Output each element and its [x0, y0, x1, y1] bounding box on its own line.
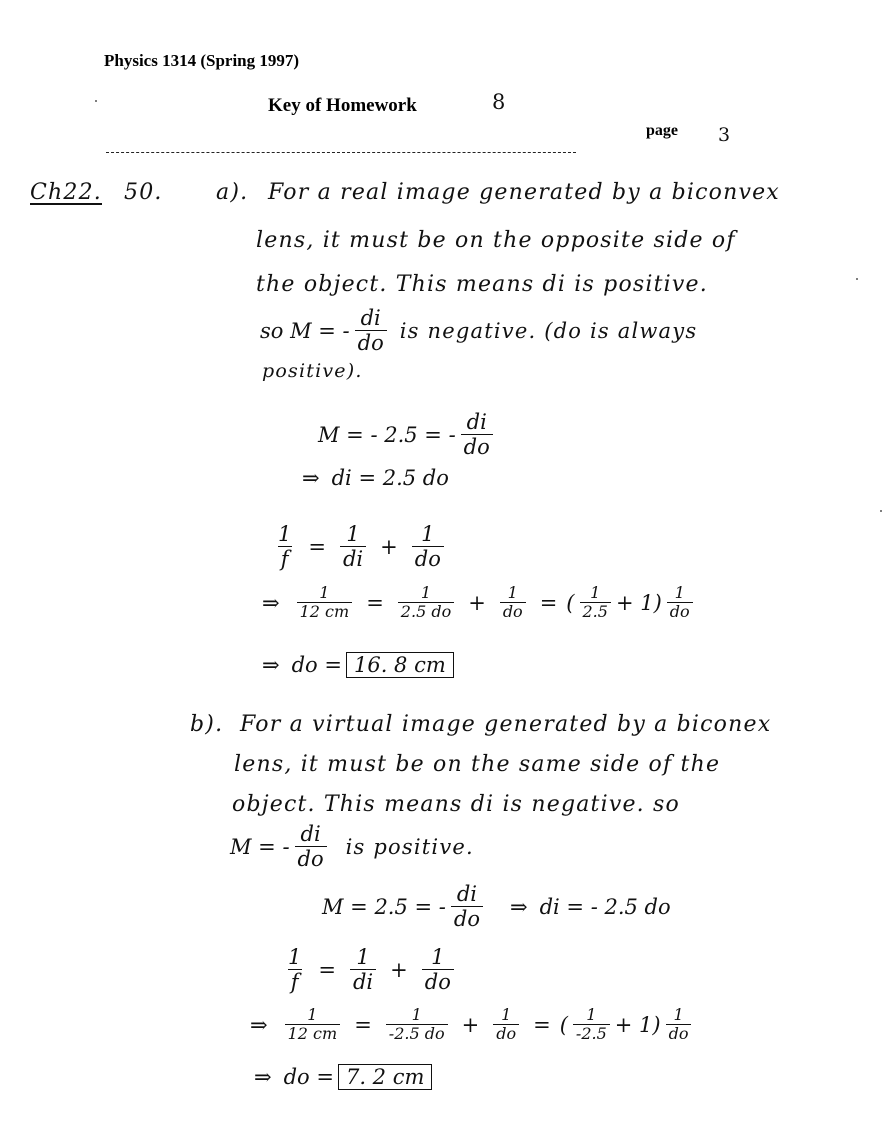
- fraction: [667, 584, 693, 622]
- fraction: [666, 1006, 692, 1044]
- fraction: [573, 1006, 610, 1044]
- plus-sign: +: [380, 534, 398, 559]
- fraction: [285, 1006, 341, 1044]
- denominator: do: [666, 1024, 692, 1043]
- fraction: [461, 410, 493, 459]
- part-b-magnification-statement: [230, 822, 474, 871]
- denominator: -2.5: [573, 1024, 610, 1043]
- numerator: 1: [307, 1005, 318, 1024]
- fraction: [386, 1006, 448, 1044]
- equation-lhs: M = 2.5 = -: [322, 894, 446, 919]
- part-b-equation-3: [250, 1006, 696, 1044]
- part-a-equation-1: [318, 410, 498, 459]
- answer-box: 7. 2 cm: [338, 1064, 432, 1090]
- numerator: 1: [674, 583, 685, 602]
- equals-sign: =: [533, 1012, 551, 1037]
- numerator: 1: [421, 522, 435, 546]
- open-paren: (: [559, 1012, 568, 1037]
- plus-sign: +: [461, 1012, 480, 1037]
- implies-icon: ⇒: [262, 590, 280, 615]
- denominator: do: [451, 906, 483, 931]
- homework-number: 8: [492, 90, 506, 114]
- fraction: [500, 584, 526, 622]
- plus-sign: +: [390, 957, 408, 982]
- fraction: [340, 522, 366, 571]
- denominator: 12 cm: [285, 1024, 341, 1043]
- plus-one-close: + 1): [614, 1012, 661, 1037]
- denominator: do: [422, 969, 454, 994]
- scan-speck: [856, 278, 858, 280]
- denominator: do: [500, 602, 526, 621]
- numerator: di: [456, 882, 478, 906]
- header-rule: [106, 152, 576, 153]
- part-b-lens-equation: [280, 945, 459, 994]
- denominator: do: [355, 330, 387, 355]
- chapter-label: Ch22.: [30, 180, 102, 205]
- fraction: [493, 1006, 519, 1044]
- implies-icon: ⇒: [262, 653, 280, 677]
- homework-key-title: Key of Homework: [268, 95, 417, 116]
- numerator: 1: [507, 583, 518, 602]
- course-title: Physics 1314 (Spring 1997): [104, 51, 300, 70]
- denominator: do: [461, 434, 493, 459]
- denominator: -2.5 do: [386, 1024, 448, 1043]
- fraction: [412, 522, 444, 571]
- part-b-label: b).: [190, 712, 224, 737]
- denominator: do: [493, 1024, 519, 1043]
- denominator: f: [288, 969, 302, 994]
- numerator: di: [466, 410, 487, 434]
- numerator: 1: [420, 583, 432, 602]
- part-b-text-line: lens, it must be on the same side of the: [234, 752, 721, 777]
- part-a-magnification-statement: [260, 306, 697, 355]
- denominator: f: [278, 546, 292, 571]
- fraction: [451, 882, 483, 931]
- numerator: 1: [356, 945, 370, 969]
- denominator: 12 cm: [297, 602, 353, 621]
- part-b-text-line: is positive.: [345, 834, 474, 859]
- scan-speck: [95, 100, 97, 102]
- part-b-equation-1: [322, 882, 671, 931]
- equals-sign: =: [539, 590, 558, 615]
- denominator: do: [667, 602, 693, 621]
- numerator: di: [300, 822, 321, 846]
- scan-speck: [880, 510, 882, 512]
- equals-sign: =: [366, 590, 384, 615]
- part-a-label: a).: [216, 180, 249, 205]
- fraction: [398, 584, 454, 622]
- page-label: page: [646, 122, 678, 139]
- part-b-answer: [254, 1064, 432, 1090]
- answer-lhs: do =: [291, 653, 342, 677]
- part-a-text-line: lens, it must be on the opposite side of: [256, 228, 736, 253]
- numerator: 1: [288, 945, 302, 969]
- numerator: 1: [590, 583, 601, 602]
- fraction: [580, 584, 611, 622]
- open-paren: (: [566, 590, 575, 615]
- numerator: 1: [346, 522, 360, 546]
- denominator: di: [340, 546, 366, 571]
- equation-text: di = 2.5 do: [331, 466, 449, 490]
- equals-sign: =: [308, 534, 326, 559]
- part-a-answer: [262, 652, 454, 678]
- m-lhs: M = -: [230, 834, 290, 859]
- numerator: 1: [501, 1005, 512, 1024]
- numerator: 1: [411, 1005, 422, 1024]
- fraction: [350, 945, 376, 994]
- numerator: di: [360, 306, 381, 330]
- implies-icon: ⇒: [509, 894, 528, 919]
- denominator: 2.5 do: [398, 602, 454, 621]
- numerator: 1: [319, 583, 330, 602]
- denominator: do: [412, 546, 444, 571]
- fraction: [295, 822, 327, 871]
- fraction: [297, 584, 353, 622]
- so-m-text: so M = -: [260, 318, 350, 343]
- equation-lhs: M = - 2.5 = -: [318, 422, 456, 447]
- implies-icon: ⇒: [250, 1012, 268, 1037]
- equals-sign: =: [354, 1012, 372, 1037]
- part-b-text-line: object. This means di is negative. so: [232, 792, 680, 817]
- numerator: 1: [431, 945, 445, 969]
- numerator: 1: [673, 1005, 684, 1024]
- fraction: [355, 306, 387, 355]
- equation-rhs: di = - 2.5 do: [539, 894, 671, 919]
- part-a-equation-2: [302, 466, 449, 490]
- numerator: 1: [278, 522, 292, 546]
- implies-icon: ⇒: [302, 466, 320, 490]
- part-a-text-line: the object. This means di is positive.: [256, 272, 708, 297]
- equals-sign: =: [318, 957, 336, 982]
- part-a-text-line: is negative. (do is always: [399, 318, 698, 343]
- fraction: [422, 945, 454, 994]
- part-a-text-line: For a real image generated by a biconvex: [268, 180, 780, 205]
- part-a-equation-3: [262, 584, 698, 622]
- page-number: 3: [718, 124, 731, 146]
- numerator: 1: [586, 1005, 597, 1024]
- part-a-text-line: positive).: [262, 360, 363, 382]
- part-a-lens-equation: [270, 522, 449, 571]
- denominator: do: [295, 846, 327, 871]
- part-b-text-line: For a virtual image generated by a biconex: [240, 712, 772, 737]
- plus-sign: +: [468, 590, 486, 615]
- denominator: 2.5: [580, 602, 611, 621]
- fraction: [275, 522, 294, 571]
- denominator: di: [350, 969, 376, 994]
- answer-lhs: do =: [283, 1065, 334, 1089]
- problem-number: 50.: [124, 180, 163, 205]
- plus-one-close: + 1): [615, 590, 662, 615]
- fraction: [285, 945, 304, 994]
- answer-box: 16. 8 cm: [346, 652, 454, 678]
- implies-icon: ⇒: [254, 1065, 272, 1089]
